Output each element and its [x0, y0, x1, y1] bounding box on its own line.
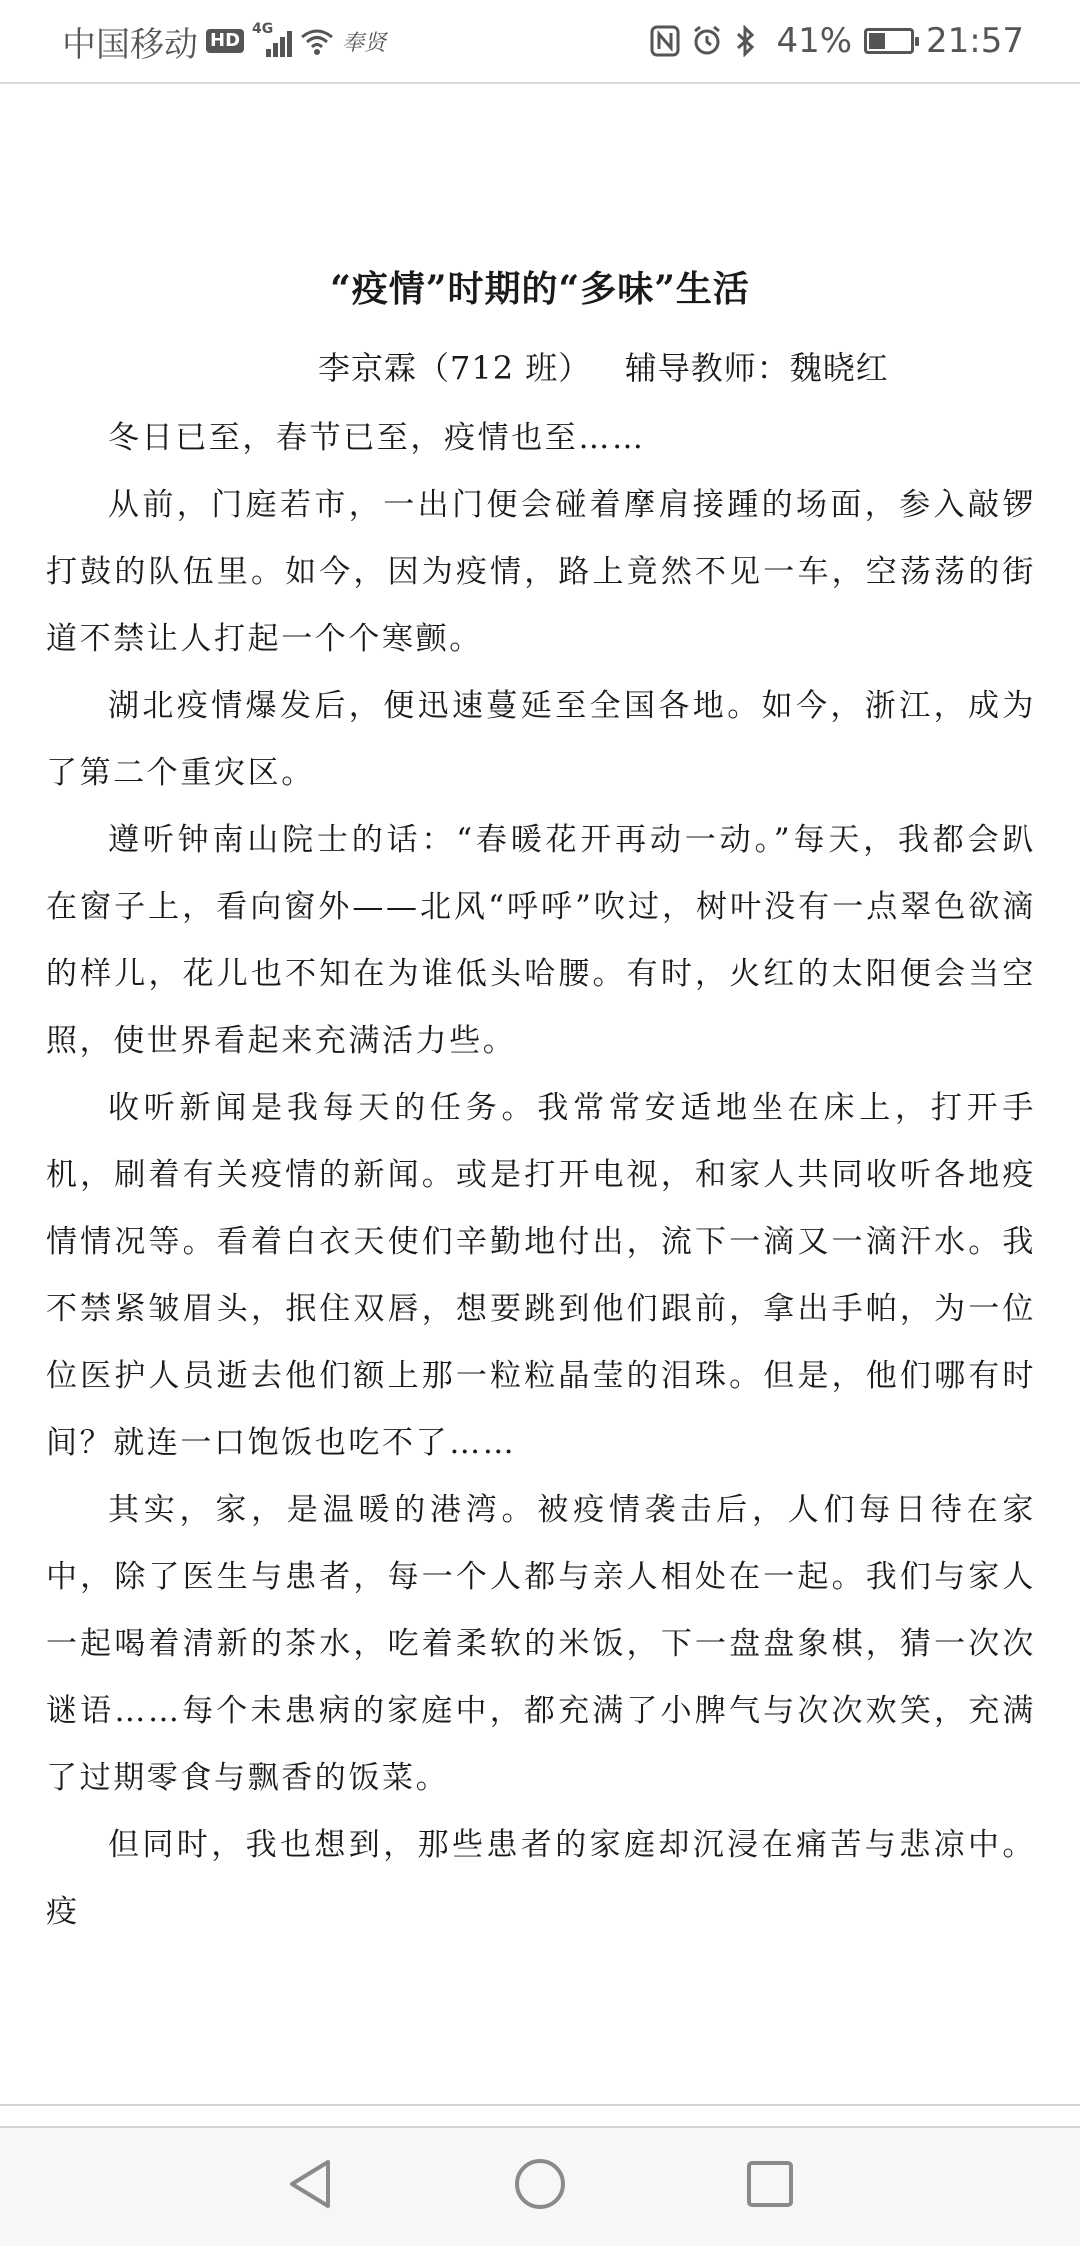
- battery-percent: 41%: [776, 21, 853, 61]
- back-triangle-icon: [284, 2156, 336, 2216]
- document-body: [46, 405, 1036, 1946]
- wifi-icon: [300, 26, 334, 56]
- carrier-name: 中国移动: [62, 24, 198, 65]
- recent-apps-button[interactable]: [740, 2156, 800, 2216]
- paragraph: 收听新闻是我每天的任务。我常常安适地坐在床上，打开手机，刷着有关疫情的新闻。或是打开电视，和家人共同收听各地疫情情况等。看着白衣天使们辛勤地付出，流下一滴又一滴汗水。我不禁紧皱眉头，抿住双唇，想要跳到他们跟前，拿出手帕，为一位位医护人员逝去他们额上那一粒粒晶莹的泪珠。但是，他们哪有时间？就连一口饱饭也吃不了……: [46, 1090, 1036, 1461]
- navigation-bar: [0, 2126, 1080, 2246]
- paragraph: 冬日已至，春节已至，疫情也至……: [108, 420, 646, 456]
- network-type-label: 4G: [252, 21, 274, 37]
- paragraph: 遵听钟南山院士的话：“春暖花开再动一动。”每天，我都会趴在窗子上，看向窗外——北风“呼呼”吹过，树叶没有一点翠色欲滴的样儿，花儿也不知在为谁低头哈腰。有时，火红的太阳便会当空照，使世界看起来充满活力些。: [46, 822, 1036, 1059]
- recent-apps-square-icon: [744, 2158, 796, 2214]
- status-right: [650, 18, 1024, 64]
- hd-icon: HD: [206, 29, 244, 53]
- nfc-icon: [650, 25, 680, 57]
- battery-icon: [864, 28, 914, 54]
- back-button[interactable]: [280, 2156, 340, 2216]
- cellular-signal-icon: [252, 21, 292, 57]
- bluetooth-icon: [734, 25, 764, 57]
- home-button[interactable]: [510, 2156, 570, 2216]
- nav-divider: [0, 2104, 1080, 2106]
- alarm-icon: [692, 25, 722, 57]
- battery-level-fill: [869, 33, 885, 49]
- home-circle-icon: [512, 2156, 568, 2216]
- clock: 21:57: [926, 21, 1024, 61]
- status-bar: [0, 0, 1080, 84]
- document-title: “疫情”时期的“多味”生活: [330, 268, 750, 310]
- paragraph: 湖北疫情爆发后，便迅速蔓延至全国各地。如今，浙江，成为了第二个重灾区。: [46, 688, 1036, 791]
- paragraph: 但同时，我也想到，那些患者的家庭却沉浸在痛苦与悲凉中。疫: [46, 1827, 1036, 1930]
- status-left: [62, 18, 386, 64]
- paragraph: 从前，门庭若市，一出门便会碰着摩肩接踵的场面，参入敲锣打鼓的队伍里。如今，因为疫情，路上竟然不见一车，空荡荡的街道不禁让人打起一个个寒颤。: [46, 487, 1036, 657]
- document-byline: 李京霖（712 班） 辅导教师：魏晓红: [318, 349, 889, 387]
- paragraph: 其实，家，是温暖的港湾。被疫情袭击后，人们每日待在家中，除了医生与患者，每一个人都与亲人相处在一起。我们与家人一起喝着清新的茶水，吃着柔软的米饭，下一盘盘象棋，猜一次次谜语……每个未患病的家庭中，都充满了小脾气与次次欢笑，充满了过期零食与飘香的饭菜。: [46, 1492, 1036, 1796]
- status-extra-icon: 奉贤: [342, 30, 387, 56]
